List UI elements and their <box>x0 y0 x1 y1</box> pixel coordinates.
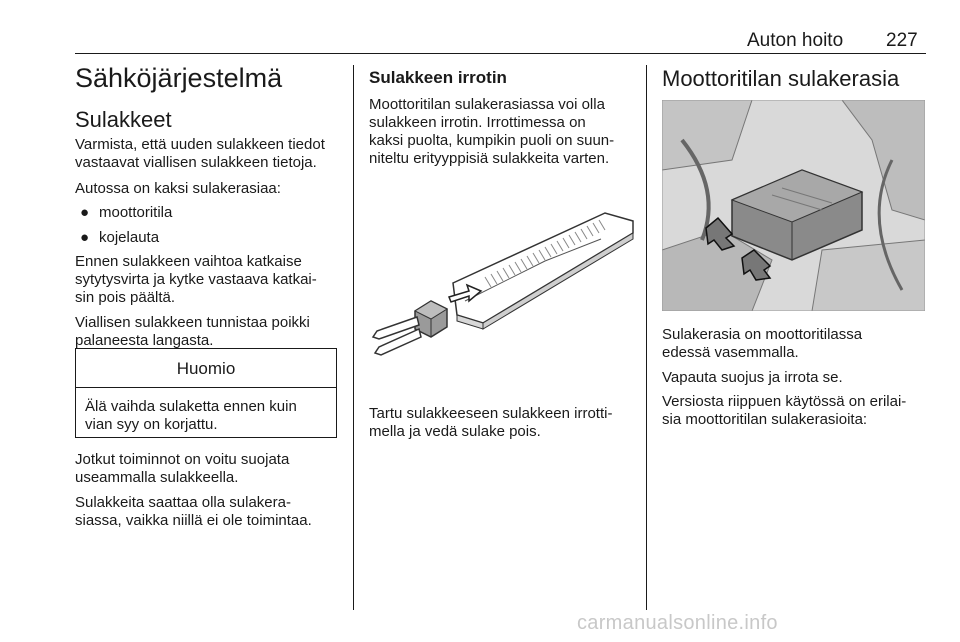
header-rule <box>75 53 926 54</box>
paragraph-line: mella ja vedä sulake pois. <box>369 423 541 440</box>
paragraph-line: palaneesta langasta. <box>75 332 214 349</box>
paragraph-line: Varmista, että uuden sulakkeen tiedot <box>75 136 325 153</box>
bullet-item-engine-compartment <box>80 204 173 222</box>
bullet-label: kojelauta <box>99 229 160 246</box>
paragraph-line: sia moottoritilan sulakerasioita: <box>662 411 868 428</box>
paragraph-line: Ennen sulakkeen vaihtoa katkaise <box>75 253 302 270</box>
watermark: carmanualsonline.info <box>577 612 778 634</box>
section-title-engine-fuse-box: Moottoritilan sulakerasia <box>662 66 900 91</box>
paragraph-line: Sulakkeita saattaa olla sulakera- <box>75 494 291 511</box>
bullet-icon: ● <box>80 204 90 221</box>
paragraph-line: edessä vasemmalla. <box>662 344 799 361</box>
bullet-label: moottoritila <box>99 204 173 221</box>
column-divider-right <box>646 65 647 610</box>
paragraph-line: sin pois päältä. <box>75 289 176 306</box>
paragraph-line: kaksi puolta, kumpikin puoli on suun- <box>369 132 615 149</box>
paragraph-line: Viallisen sulakkeen tunnistaa poikki <box>75 314 310 331</box>
paragraph-line: niteltu erityyppisiä sulakkeita varten. <box>369 150 610 167</box>
chapter-title: Sähköjärjestelmä <box>75 63 283 93</box>
caution-line: vian syy on korjattu. <box>85 416 218 433</box>
caution-box <box>75 348 337 438</box>
bullet-icon: ● <box>80 229 90 246</box>
running-header-title: Auton hoito <box>747 30 844 51</box>
caution-line: Älä vaihda sulaketta ennen kuin <box>85 398 297 415</box>
section-title-fuse-extractor: Sulakkeen irrotin <box>369 68 507 87</box>
caution-title: Huomio <box>76 349 336 388</box>
paragraph-line: Jotkut toiminnot on voitu suojata <box>75 451 290 468</box>
paragraph-line: Vapauta suojus ja irrota se. <box>662 369 843 386</box>
paragraph-line: Sulakerasia on moottoritilassa <box>662 326 863 343</box>
paragraph-line: sulakkeen irrotin. Irrottimessa on <box>369 114 586 131</box>
paragraph-line: Autossa on kaksi sulakerasiaa: <box>75 180 281 197</box>
paragraph-line: sytytysvirta ja kytke vastaava katkai- <box>75 271 317 288</box>
engine-compartment-photo <box>662 100 925 311</box>
bullet-item-dashboard <box>80 229 160 247</box>
page-number: 227 <box>886 30 918 51</box>
fuse-extractor-illustration <box>365 205 640 365</box>
paragraph-line: Tartu sulakkeeseen sulakkeen irrotti- <box>369 405 613 422</box>
paragraph-line: Moottoritilan sulakerasiassa voi olla <box>369 96 605 113</box>
paragraph-line: useammalla sulakkeella. <box>75 469 239 486</box>
column-divider-left <box>353 65 354 610</box>
paragraph-line: Versiosta riippuen käytössä on erilai- <box>662 393 907 410</box>
caution-body <box>85 398 330 434</box>
paragraph-line: vastaavat viallisen sulakkeen tietoja. <box>75 154 317 171</box>
paragraph-line: siassa, vaikka niillä ei ole toimintaa. <box>75 512 312 529</box>
section-title-fuses: Sulakkeet <box>75 107 172 132</box>
